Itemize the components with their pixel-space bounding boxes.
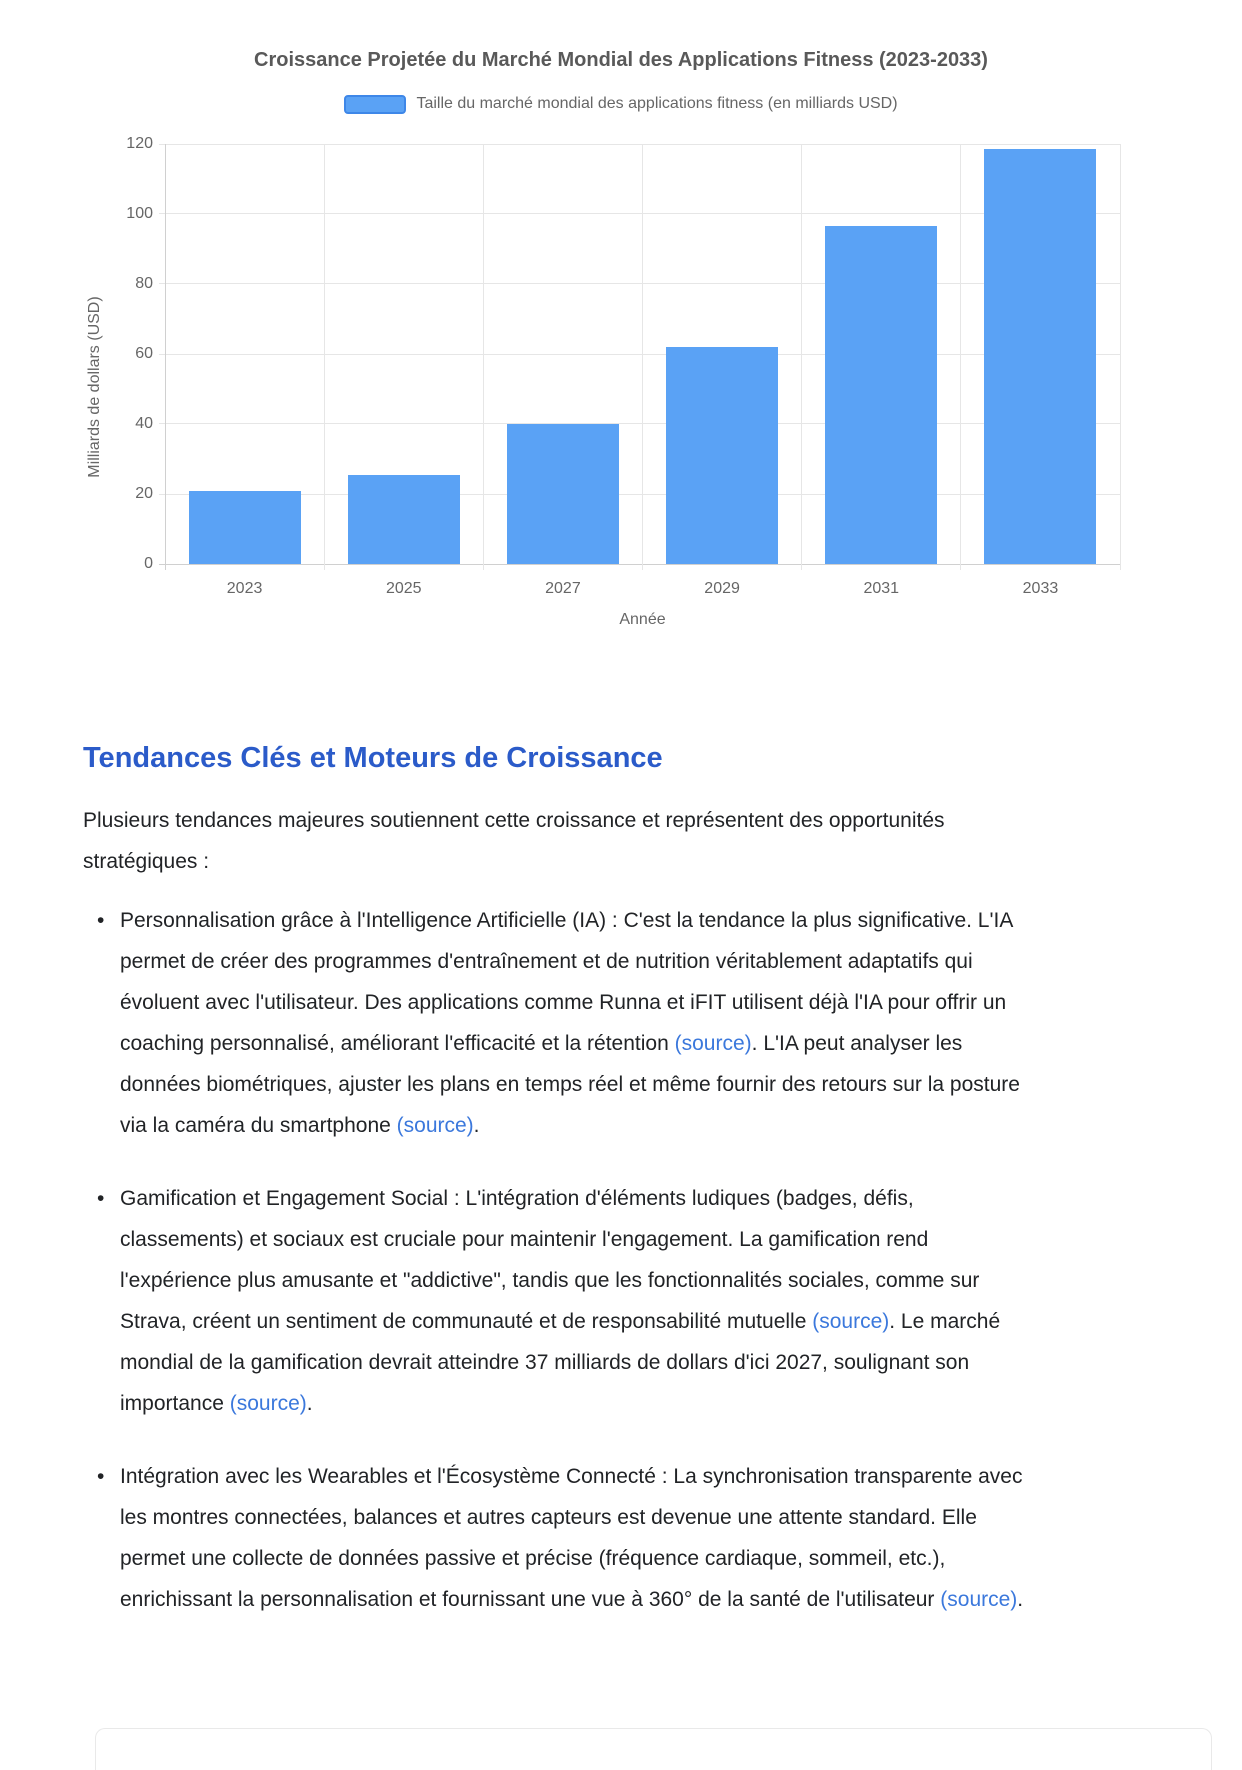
bar-2031 <box>825 226 937 564</box>
source-link[interactable]: (source) <box>229 1392 307 1415</box>
h-gridline <box>159 213 1120 214</box>
y-tick-label: 100 <box>126 204 153 222</box>
trends-list <box>83 900 1159 1620</box>
v-gridline <box>483 144 484 570</box>
y-tick-label: 20 <box>135 485 153 502</box>
trends-section <box>0 740 1242 1620</box>
trend-text: Gamification et Engagement Social : L'intégration d'éléments ludiques (badges, défis, classements) et sociaux est cruciale pour maintenir l'engagement. La gamification rend l'expérience plus amusante et "addictive", tandis que les fonctionnalités sociales, comme sur Strava, créent un sentiment de communauté et de responsabilité mutuelle <box>120 1187 980 1333</box>
intro-paragraph: Plusieurs tendances majeures soutiennent cette croissance et représentent des opportunités stratégiques : <box>83 809 945 873</box>
bar-2025 <box>348 475 460 564</box>
legend-swatch <box>344 95 406 114</box>
trend-item <box>83 1456 1043 1620</box>
v-gridline <box>1120 144 1121 570</box>
y-tick-label: 0 <box>144 555 153 572</box>
h-gridline <box>159 494 1120 495</box>
v-gridline <box>165 144 166 570</box>
source-link[interactable]: (source) <box>396 1114 474 1137</box>
y-axis-tick-labels <box>115 135 165 572</box>
v-gridline <box>642 144 643 570</box>
v-gridline <box>801 144 802 570</box>
v-gridline <box>960 144 961 570</box>
bar-2027 <box>507 424 619 564</box>
chart-legend <box>0 94 1242 114</box>
v-gridline <box>324 144 325 570</box>
h-gridline <box>159 354 1120 355</box>
legend-label: Taille du marché mondial des applications fitness (en milliards USD) <box>416 95 898 112</box>
x-tick-label: 2029 <box>704 580 740 597</box>
x-tick-label: 2033 <box>1022 580 1059 597</box>
x-tick-label: 2025 <box>385 580 422 597</box>
y-axis-title <box>75 144 115 629</box>
x-axis-title: Année <box>619 611 666 628</box>
section-heading: Tendances Clés et Moteurs de Croissance <box>83 742 663 774</box>
y-tick-label: 120 <box>126 135 153 152</box>
x-tick-label: 2023 <box>226 580 263 597</box>
trend-text: . L'IA peut analyser les données biométriques, ajuster les plans en temps réel et même fournir des retours sur la posture via la caméra du smartphone <box>120 1032 1020 1137</box>
trend-item <box>83 1178 1043 1424</box>
plot-area <box>165 144 1120 564</box>
trend-text: . <box>306 1392 313 1415</box>
trend-item <box>83 900 1043 1146</box>
h-gridline <box>159 423 1120 424</box>
chart-title: Croissance Projetée du Marché Mondial des Applications Fitness (2023-2033) <box>254 49 988 71</box>
x-tick-label: 2031 <box>863 580 900 597</box>
y-tick-label: 80 <box>135 274 153 292</box>
bar-2023 <box>189 491 301 565</box>
h-gridline <box>159 144 1120 145</box>
y-tick-label: 40 <box>135 414 153 432</box>
next-section-card <box>95 1728 1212 1770</box>
trend-text: Personnalisation grâce à l'Intelligence Artificielle (IA) : C'est la tendance la plus significative. L'IA permet de créer des programmes d'entraînement et de nutrition véritablement adaptatifs qui évoluent avec l'utilisateur. Des applications comme Runna et iFIT utilisent déjà l'IA pour offrir un coaching personnalisé, améliorant l'efficacité et la rétention <box>120 909 1013 1055</box>
x-tick-label: 2027 <box>545 580 581 597</box>
trend-text: . Le marché mondial de la gamification devrait atteindre 37 milliards de dollars d'ici 2027, soulignant son importance <box>120 1310 1001 1415</box>
bar-2033 <box>984 149 1096 564</box>
source-link[interactable]: (source) <box>674 1032 752 1055</box>
bar-2029 <box>666 347 778 564</box>
fitness-market-chart <box>0 0 1242 648</box>
trend-text: . <box>473 1114 480 1137</box>
chart-body <box>0 135 1242 629</box>
source-link[interactable]: (source) <box>812 1310 890 1333</box>
x-axis-tick-labels <box>165 579 1120 598</box>
y-axis-title-text: Milliards de dollars (USD) <box>86 295 103 478</box>
trend-text: . <box>1017 1588 1024 1611</box>
h-gridline <box>159 283 1120 284</box>
y-tick-label: 60 <box>135 345 153 362</box>
plot-column <box>165 144 1120 629</box>
source-link[interactable]: (source) <box>940 1588 1018 1611</box>
trend-text: Intégration avec les Wearables et l'Écosystème Connecté : La synchronisation transparente avec les montres connectées, balances et autres capteurs est devenue une attente standard. Elle permet une collecte de données passive et précise (fréquence cardiaque, sommeil, etc.), enrichissant la personnalisation et fournissant une vue à 360° de la santé de l'utilisateur <box>120 1465 1023 1611</box>
h-gridline <box>159 564 1120 565</box>
